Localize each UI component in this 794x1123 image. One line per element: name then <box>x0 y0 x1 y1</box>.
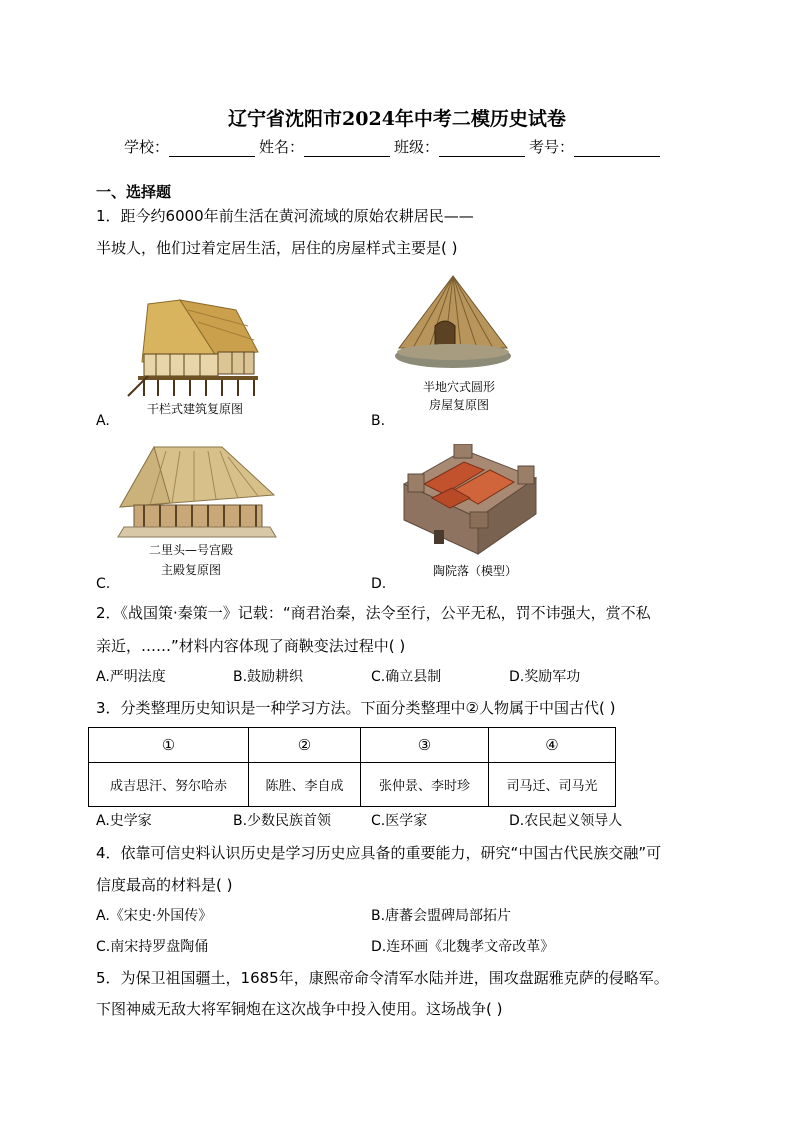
option-b-letter[interactable]: B. <box>371 413 386 429</box>
image-c-caption-1: 二里头—号宫殿 <box>148 543 233 557</box>
image-a-caption: 干栏式建筑复原图 <box>146 402 243 416</box>
q3-stem-line1: 3．分类整理历史知识是一种学习方法。下面分类整理中②人物属于中国古代( ) <box>96 699 616 717</box>
stilt-house-image <box>118 296 268 400</box>
option-a-letter[interactable]: A. <box>96 413 110 429</box>
number-blank[interactable] <box>574 140 660 157</box>
image-b-caption-2: 房屋复原图 <box>428 398 489 412</box>
table-header-cell: ② <box>249 728 361 763</box>
school-label: 学校： <box>124 138 170 156</box>
class-label: 班级： <box>394 138 440 156</box>
q4-option-b[interactable]: B.唐蕃会盟碑局部拓片 <box>371 908 512 924</box>
image-b-caption-1: 半地穴式圆形 <box>422 380 495 394</box>
number-label: 考号： <box>529 138 575 156</box>
student-info-row <box>124 136 664 157</box>
q3-option-d[interactable]: D.农民起义领导人 <box>509 813 623 829</box>
option-d-letter[interactable]: D. <box>371 576 387 592</box>
q3-option-b[interactable]: B.少数民族首领 <box>233 813 332 829</box>
table-header-cell: ③ <box>361 728 489 763</box>
q2-stem-line1: 2．《战国策·秦策一》记载：“商君治秦，法令至行，公平无私，罚不讳强大，赏不私 <box>96 604 651 622</box>
class-blank[interactable] <box>439 140 525 157</box>
image-c-caption-2: 主殿复原图 <box>160 563 221 577</box>
q5-stem-line2: 下图神威无敌大将军铜炮在这次战争中投入使用。这场战争( ) <box>96 1000 503 1018</box>
palace-image <box>110 443 278 543</box>
q2-option-a[interactable]: A.严明法度 <box>96 669 166 685</box>
table-header-row <box>89 728 616 763</box>
table-row <box>89 763 616 807</box>
classification-table <box>88 727 616 807</box>
q2-option-c[interactable]: C.确立县制 <box>371 669 442 685</box>
name-label: 姓名： <box>259 138 305 156</box>
q4-option-d[interactable]: D.连环画《北魏孝文帝改革》 <box>371 939 555 955</box>
q1-stem-line2: 半坡人，他们过着定居生活，居住的房屋样式主要是( ) <box>96 239 458 257</box>
section-heading: 一、选择题 <box>96 183 172 201</box>
table-cell: 张仲景、李时珍 <box>361 763 489 807</box>
q4-stem-line2: 信度最高的材料是( ) <box>96 876 233 894</box>
school-blank[interactable] <box>169 140 255 157</box>
page-title: 辽宁省沈阳市2024年中考二模历史试卷 <box>228 108 566 130</box>
q4-option-a[interactable]: A.《宋史·外国传》 <box>96 908 213 924</box>
option-c-letter[interactable]: C. <box>96 576 111 592</box>
table-header-cell: ④ <box>489 728 616 763</box>
q3-option-c[interactable]: C.医学家 <box>371 813 428 829</box>
table-header-cell: ① <box>89 728 249 763</box>
q3-option-a[interactable]: A.史学家 <box>96 813 152 829</box>
image-d-caption: 陶院落（模型） <box>432 564 517 578</box>
q5-stem-line1: 5．为保卫祖国疆土，1685年，康熙帝命令清军水陆并进，围攻盘踞雅克萨的侵略军。 <box>96 969 669 987</box>
round-house-image <box>389 272 517 378</box>
pottery-courtyard-image <box>394 444 544 560</box>
table-cell: 司马迁、司马光 <box>489 763 616 807</box>
q1-stem-line1: 1．距今约6000年前生活在黄河流域的原始农耕居民—— <box>96 207 474 225</box>
q2-option-b[interactable]: B.鼓励耕织 <box>233 669 304 685</box>
q4-stem-line1: 4．依靠可信史料认识历史是学习历史应具备的重要能力，研究“中国古代民族交融”可 <box>96 844 662 862</box>
q2-stem-line2: 亲近，……”材料内容体现了商鞅变法过程中( ) <box>96 637 406 655</box>
table-cell: 成吉思汗、努尔哈赤 <box>89 763 249 807</box>
table-cell: 陈胜、李自成 <box>249 763 361 807</box>
q4-option-c[interactable]: C.南宋持罗盘陶俑 <box>96 939 209 955</box>
q2-option-d[interactable]: D.奖励军功 <box>509 669 581 685</box>
name-blank[interactable] <box>304 140 390 157</box>
